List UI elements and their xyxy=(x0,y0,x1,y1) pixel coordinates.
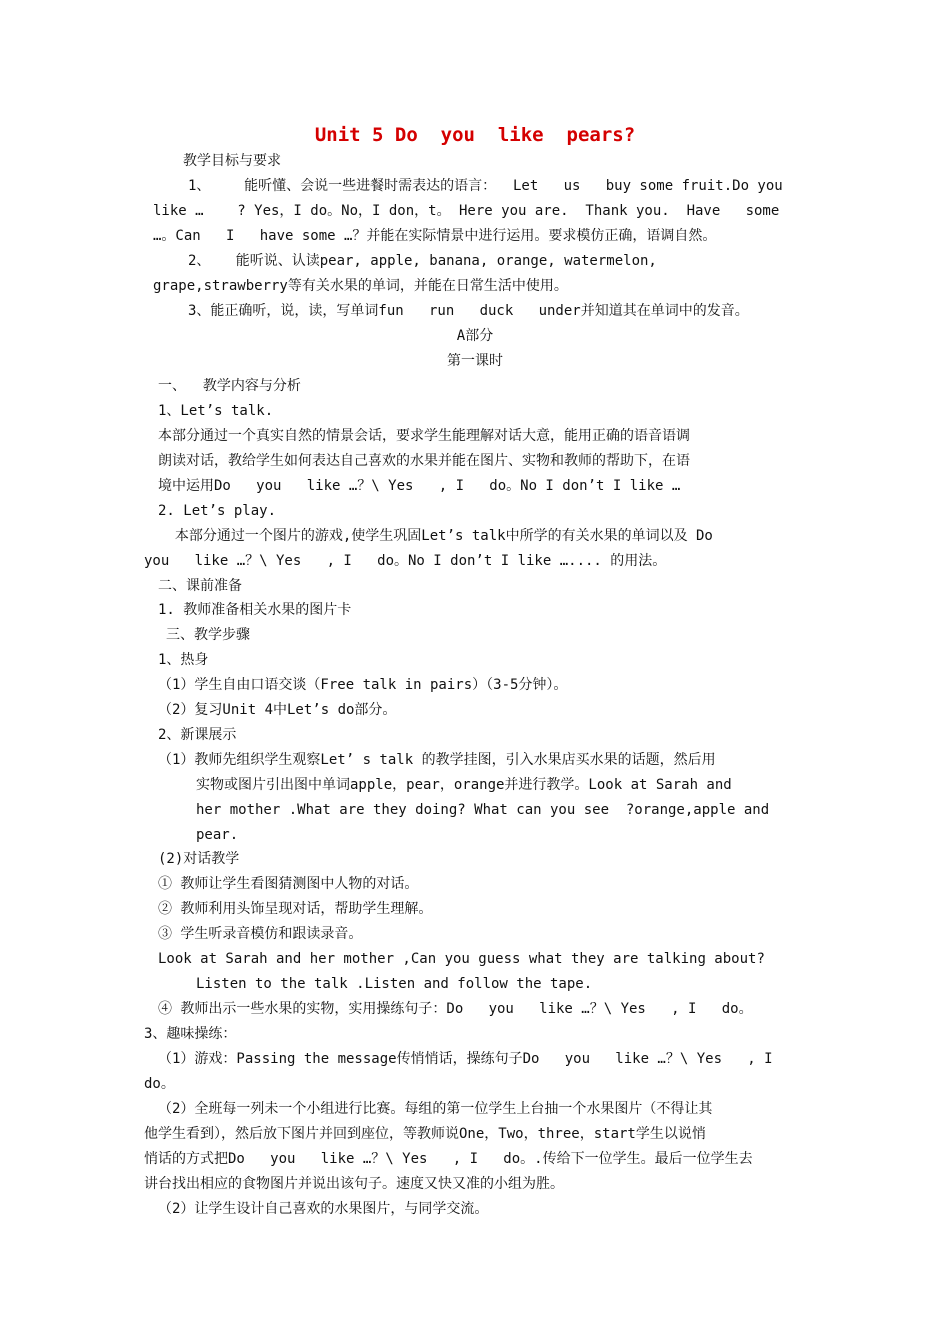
play-text-line-2: you like …？\ Yes , I do。No I don’t I like ….... 的用法。 xyxy=(144,553,667,569)
objective-2-line-1: 2、 能听说、认读pear, apple, banana, orange, watermelon, xyxy=(188,253,657,269)
objective-1-line-2: like … ? Yes，I do。No，I don，t。 Here you are. Thank you. Have some xyxy=(153,203,780,219)
dialogue-step-3: ③ 学生听录音模仿和跟读录音。 xyxy=(158,926,363,942)
play-label: 2. Let’s play. xyxy=(158,503,277,519)
talk-text-line-3: 境中运用Do you like …？\ Yes , I do。No I don’t I like … xyxy=(158,478,681,494)
prep-item-1: 1. 教师准备相关水果的图片卡 xyxy=(158,602,352,618)
step-2-1-line-4: pear. xyxy=(196,827,239,843)
step-2-2: (2)对话教学 xyxy=(158,851,240,867)
dialogue-step-1: ① 教师让学生看图猜测图中人物的对话。 xyxy=(158,876,419,892)
game-2-line-1: （2）全班每一列未一个小组进行比赛。每组的第一位学生上台抽一个水果图片（不得让其 xyxy=(158,1101,713,1117)
dialogue-step-2: ② 教师利用头饰呈现对话，帮助学生理解。 xyxy=(158,901,433,917)
page-title: Unit 5 Do you like pears? xyxy=(314,124,636,146)
step-1-a: （1）学生自由口语交谈（Free talk in pairs）（3-5分钟）。 xyxy=(158,677,568,693)
section-1-heading: 一、 教学内容与分析 xyxy=(158,378,301,394)
section-2-heading: 二、课前准备 xyxy=(158,578,242,594)
game-1-line-1: （1）游戏：Passing the message传悄悄话，操练句子Do you like …？\ Yes , I xyxy=(158,1051,773,1067)
talk-text-line-2: 朗读对话，教给学生如何表达自己喜欢的水果并能在图片、实物和教师的帮助下，在语 xyxy=(158,453,690,469)
step-2-heading: 2、新课展示 xyxy=(158,727,237,743)
lesson-heading: 第一课时 xyxy=(447,353,503,369)
game-2-line-3: 悄话的方式把Do you like …？\ Yes , I do。.传给下一位学生。最后一位学生去 xyxy=(144,1151,753,1167)
look-line-1: Look at Sarah and her mother ,Can you guess what they are talking about? xyxy=(158,951,765,967)
objective-1-line-3: …。Can I have some …？并能在实际情景中进行运用。要求模仿正确，语调自然。 xyxy=(153,228,717,244)
game-1-line-2: do。 xyxy=(144,1076,175,1092)
play-text-line-1: 本部分通过一个图片的游戏,使学生巩固Let’s talk中所学的有关水果的单词以及 Do xyxy=(158,528,713,544)
talk-text-line-1: 本部分通过一个真实自然的情景会话，要求学生能理解对话大意，能用正确的语音语调 xyxy=(158,428,690,444)
part-heading: A部分 xyxy=(456,328,494,344)
step-1-b: （2）复习Unit 4中Let’s do部分。 xyxy=(158,702,397,718)
game-2-line-2: 他学生看到），然后放下图片并回到座位，等教师说One，Two，three，start学生以说悄 xyxy=(144,1126,706,1142)
step-3-heading: 3、趣味操练： xyxy=(144,1026,237,1042)
section-3-heading: 三、教学步骤 xyxy=(166,627,250,643)
step-2-1-line-2: 实物或图片引出图中单词apple，pear，orange并进行教学。Look at Sarah and xyxy=(196,777,732,793)
dialogue-step-4: ④ 教师出示一些水果的实物，实用操练句子：Do you like …？\ Yes , I do。 xyxy=(158,1001,753,1017)
step-2-1-line-3: her mother .What are they doing? What can you see ?orange,apple and xyxy=(196,802,770,818)
objective-3: 3、能正确听，说，读，写单词fun run duck under并知道其在单词中的发音。 xyxy=(188,303,749,319)
objective-1-line-1: 1、 能听懂、会说一些进餐时需表达的语言： Let us buy some fruit.Do you xyxy=(188,178,783,194)
objectives-heading: 教学目标与要求 xyxy=(183,153,281,169)
talk-label: 1、Let’s talk. xyxy=(158,403,274,419)
step-1-heading: 1、热身 xyxy=(158,652,209,668)
look-line-2: Listen to the talk .Listen and follow the tape. xyxy=(196,976,593,992)
game-3: （2）让学生设计自己喜欢的水果图片，与同学交流。 xyxy=(158,1201,489,1217)
objective-2-line-2: grape,strawberry等有关水果的单词，并能在日常生活中使用。 xyxy=(153,278,568,294)
step-2-1-line-1: （1）教师先组织学生观察Let’ s talk 的教学挂图，引入水果店买水果的话题，然后用 xyxy=(158,752,716,768)
game-2-line-4: 讲台找出相应的食物图片并说出该句子。速度又快又准的小组为胜。 xyxy=(144,1176,564,1192)
